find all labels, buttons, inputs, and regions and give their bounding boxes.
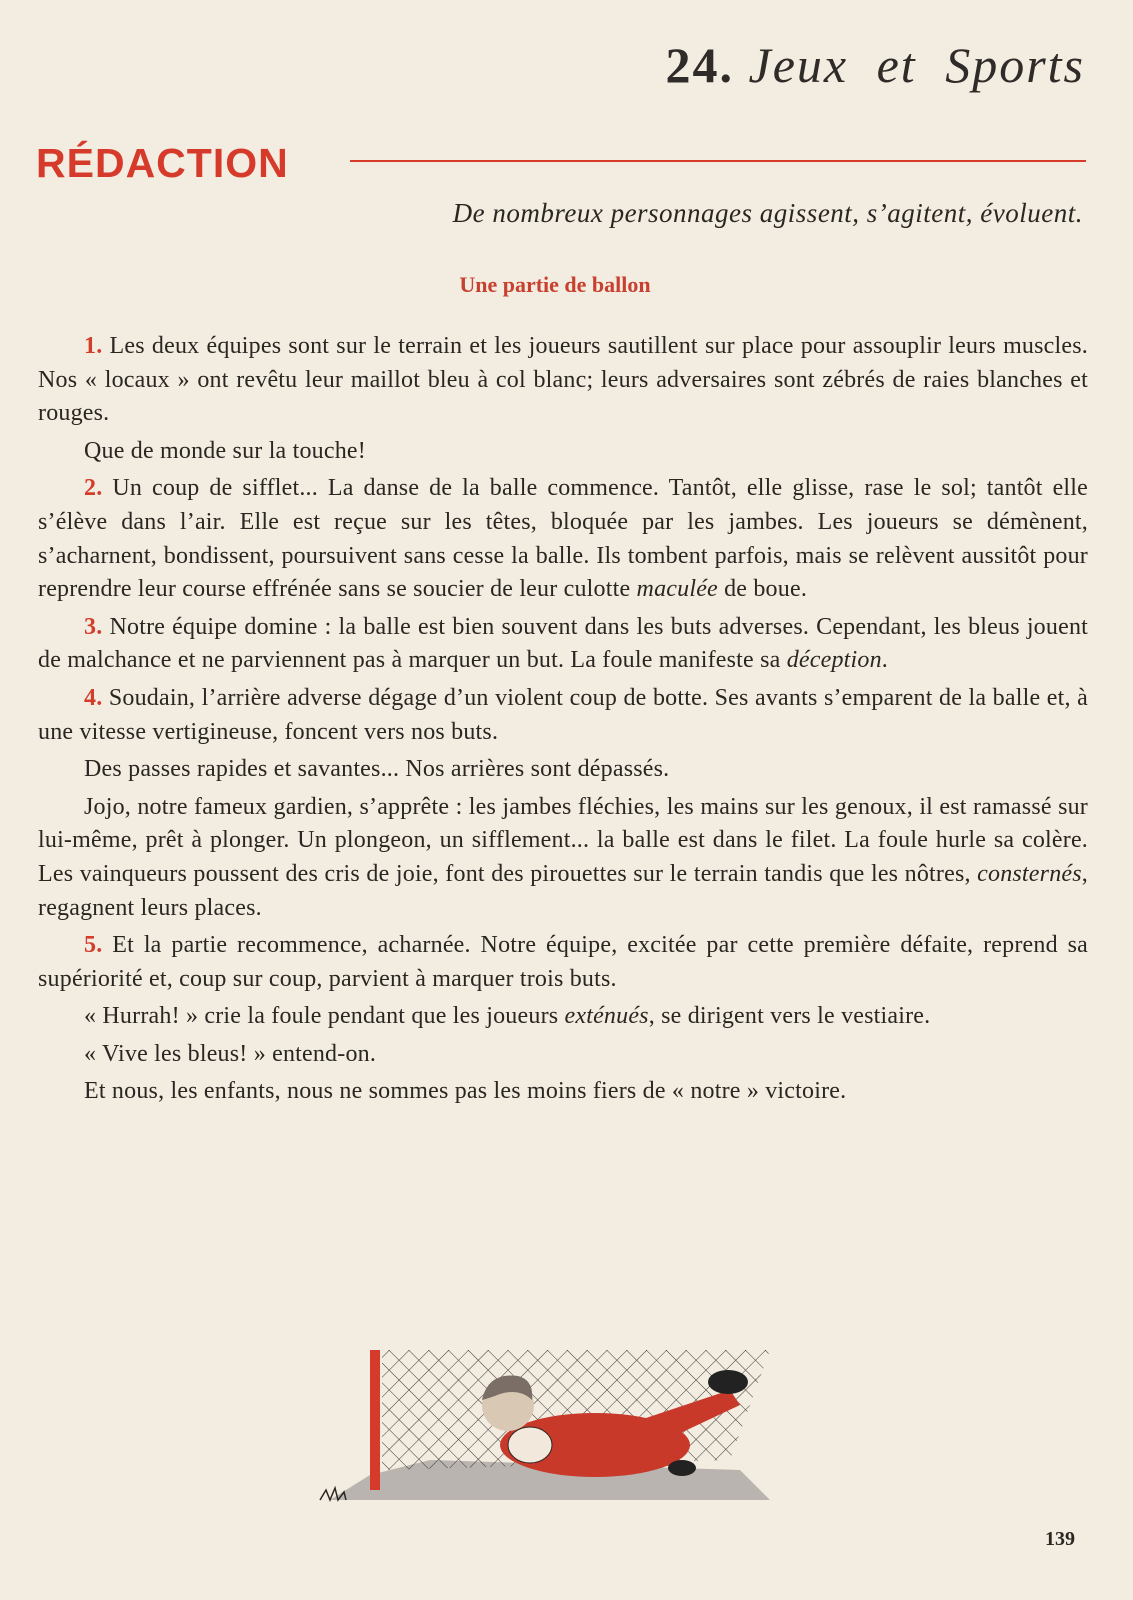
goal-post bbox=[370, 1350, 380, 1490]
paragraph-4c bbox=[38, 791, 1088, 925]
story-text bbox=[38, 330, 1088, 1113]
paragraph-number: 1. bbox=[84, 333, 103, 359]
italic-word: exténués bbox=[564, 1003, 649, 1030]
paragraph-4b bbox=[38, 753, 1088, 787]
paragraph-text: Et nous, les enfants, nous ne sommes pas les moins fiers de « notre » victoire. bbox=[84, 1078, 847, 1105]
paragraph-text: Que de monde sur la touche! bbox=[84, 437, 366, 464]
paragraph-number: 2. bbox=[84, 475, 103, 502]
paragraph-5 bbox=[38, 929, 1088, 996]
italic-word: maculée bbox=[636, 576, 718, 603]
chapter-number: 24. bbox=[665, 37, 735, 93]
italic-word: consternés bbox=[977, 860, 1082, 887]
paragraph-2 bbox=[38, 472, 1088, 606]
paragraph-text: Soudain, l’arrière adverse dégage d’un violent coup de botte. Ses avants s’emparent de la balle et, à une vitesse vertigineuse, foncent vers nos buts. bbox=[38, 684, 1088, 745]
paragraph-number: 5. bbox=[84, 932, 103, 959]
paragraph-5d bbox=[38, 1075, 1088, 1109]
italic-word: déception bbox=[786, 647, 882, 674]
paragraph-text: Des passes rapides et savantes... Nos arrières sont dépassés. bbox=[84, 756, 670, 783]
chapter-heading bbox=[666, 36, 1085, 94]
paragraph-text: « Vive les bleus! » entend-on. bbox=[84, 1040, 377, 1067]
page-number: 139 bbox=[1045, 1528, 1075, 1550]
paragraph-text: , regagnent leurs places. bbox=[38, 860, 1088, 921]
chapter-title: Jeux et Sports bbox=[748, 37, 1085, 93]
paragraph-text: Et la partie recommence, acharnée. Notre équipe, excitée par cette première défaite, reprend sa supériorité et, coup sur coup, parvient à marquer trois buts. bbox=[38, 932, 1089, 992]
paragraph-1b bbox=[38, 435, 1088, 469]
paragraph-5b bbox=[38, 1000, 1088, 1034]
paragraph-5c bbox=[38, 1038, 1088, 1072]
paragraph-text: Les deux équipes sont sur le terrain et les joueurs sautillent sur place pour assouplir leurs muscles. Nos « locaux » ont revêtu leur maillot bleu à col blanc; leurs adversaires sont zébrés de raies blanches et rouges. bbox=[38, 333, 1088, 427]
goalkeeper-illustration bbox=[310, 1350, 780, 1510]
section-header bbox=[36, 140, 1086, 190]
paragraph-1 bbox=[38, 330, 1088, 431]
paragraph-text: Jojo, notre fameux gardien, s’apprête : les jambes fléchies, les mains sur les genoux, il est ramassé sur lui-même, prêt à plonger. Un plongeon, un sifflement... la balle est dans le filet. La foule hurle sa colère. Les vainqueurs poussent des cris de joie, font des pirouettes sur le terrain tandis que les nôtres, bbox=[38, 793, 1088, 887]
paragraph-4 bbox=[38, 682, 1088, 749]
paragraph-text: Notre équipe domine : la balle est bien souvent dans les buts adverses. Cependant, les bleus jouent de malchance et ne parviennent pas à marquer un but. La foule manifeste sa bbox=[38, 613, 1089, 674]
paragraph-text: . bbox=[881, 647, 888, 674]
paragraph-text: « Hurrah! » crie la foule pendant que les joueurs bbox=[84, 1003, 559, 1030]
story-title: Une partie de ballon bbox=[459, 272, 651, 297]
section-rule bbox=[350, 160, 1086, 162]
paragraph-number: 3. bbox=[84, 613, 103, 640]
paragraph-text: , se dirigent vers le vestiaire. bbox=[648, 1003, 931, 1030]
paragraph-text: de boue. bbox=[724, 576, 808, 603]
section-label: RÉDACTION bbox=[36, 140, 289, 186]
paragraph-text: Un coup de sifflet... La danse de la balle commence. Tantôt, elle glisse, rase le sol; tantôt elle s’élève dans l’air. Elle est reçue sur les têtes, bloquée par les jambes. Les joueurs se démènent, s’acharnent, bondissent, poursuivent sans cesse la balle. Ils tombent parfois, mais se relèvent aussitôt pour reprendre leur course effrénée sans se soucier de leur culotte bbox=[38, 475, 1089, 603]
paragraph-3 bbox=[38, 611, 1088, 678]
paragraph-number: 4. bbox=[84, 684, 103, 711]
section-subtitle: De nombreux personnages agissent, s’agitent, évoluent. bbox=[452, 198, 1083, 228]
